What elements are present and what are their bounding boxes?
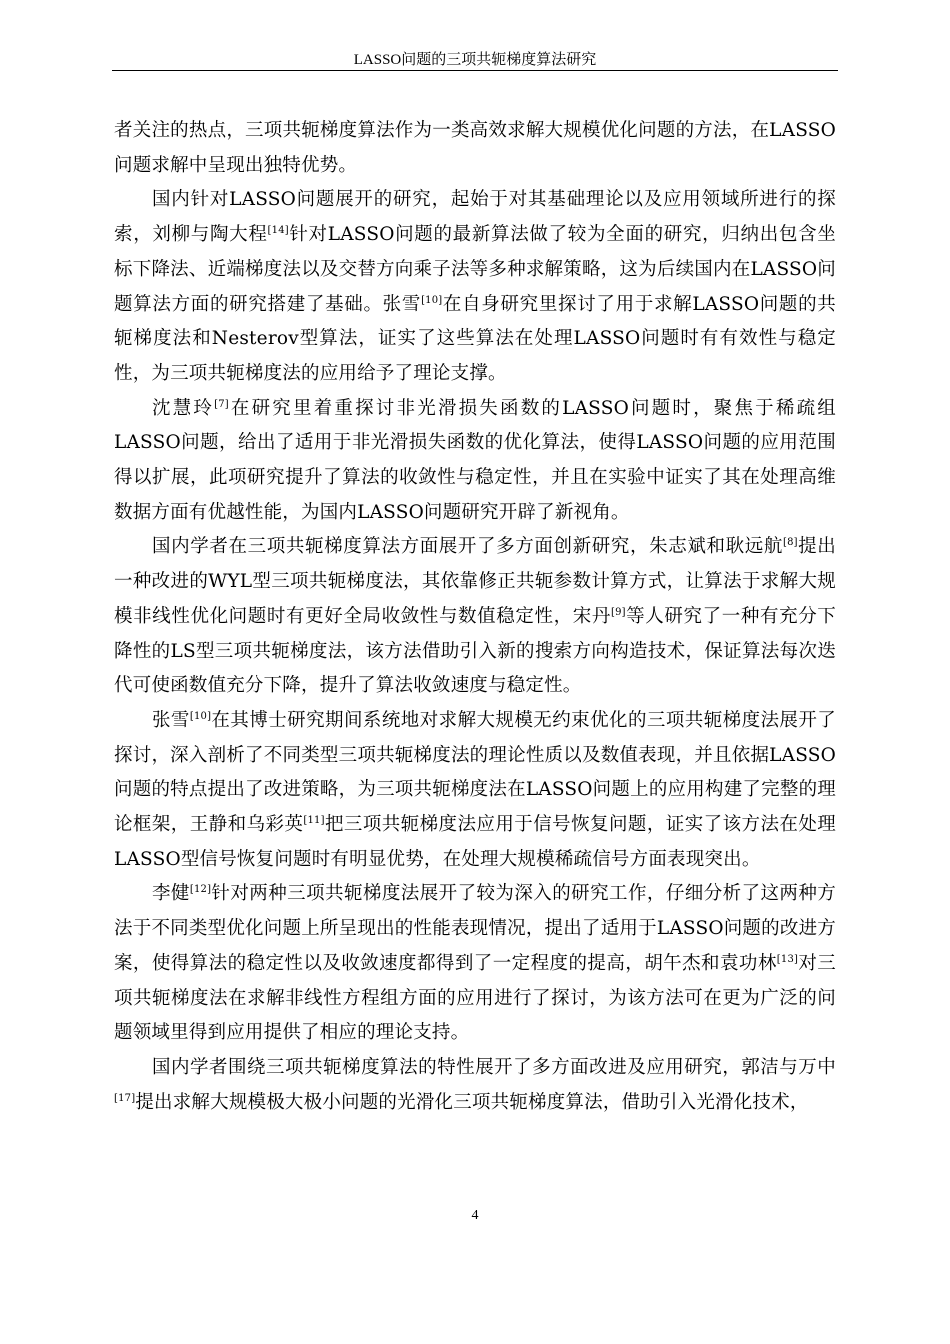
paragraph	[114, 183, 836, 391]
paragraph	[114, 114, 836, 183]
paragraph-text: 在自身研究里探讨了用于求解LASSO问题的共轭梯度法和Nesterov型算法，证实了这些算法在处理LASSO问题时有有效性与稳定性，为三项共轭梯度法的应用给予了理论支撑。	[114, 293, 836, 384]
body-text	[114, 114, 836, 1120]
header-rule	[112, 70, 838, 71]
paragraph-text: 在其博士研究期间系统地对求解大规模无约束优化的三项共轭梯度法展开了探讨，深入剖析了不同类型三项共轭梯度法的理论性质以及数值表现，并且依据LASSO问题的特点提出了改进策略，为三项共轭梯度法在LASSO问题上的应用构建了完整的理论框架，王静和乌彩英	[114, 709, 836, 836]
citation-marker: [8]	[782, 537, 798, 549]
page-number: 4	[471, 1208, 479, 1223]
paragraph-text: 张雪	[152, 709, 190, 731]
paragraph-text: 国内针对LASSO问题展开的研究，起始于对其基础理论以及应用领域所进行的探索，刘柳与陶大程	[114, 189, 836, 246]
paragraph	[114, 530, 836, 704]
citation-marker: [13]	[776, 953, 799, 965]
paragraph-text: 等人研究了一种有充分下降性的LS型三项共轭梯度法，该方法借助引入新的搜索方向构造技术，保证算法每次迭代可使函数值充分下降，提升了算法收敛速度与稳定性。	[114, 605, 837, 697]
paragraph-text: 国内学者围绕三项共轭梯度算法的特性展开了多方面改进及应用研究，郭洁与万中	[152, 1056, 836, 1078]
citation-marker: [10]	[421, 294, 443, 306]
citation-marker: [10]	[189, 710, 212, 722]
citation-marker: [14]	[267, 224, 289, 236]
paragraph	[114, 1051, 836, 1120]
paragraph-text: 在研究里着重探讨非光滑损失函数的LASSO问题时，聚焦于稀疏组LASSO问题，给出了适用于非光滑损失函数的优化算法，使得LASSO问题的应用范围得以扩展，此项研究提升了算法的收敛性与稳定性，并且在实验中证实了其在处理高维数据方面有优越性能，为国内LASSO问题研究开辟了新视角。	[114, 397, 836, 523]
citation-marker: [12]	[189, 884, 212, 896]
paragraph-text: 提出求解大规模极大极小问题的光滑化三项共轭梯度算法，借助引入光滑化技术，	[135, 1091, 809, 1113]
running-header-title: LASSO问题的三项共轭梯度算法研究	[353, 52, 597, 68]
paragraph-text: 李健	[152, 883, 190, 905]
paragraph	[114, 704, 836, 878]
citation-marker: [7]	[214, 398, 229, 410]
paragraph	[114, 877, 836, 1051]
paragraph-text: 对三项共轭梯度法在求解非线性方程组方面的应用进行了探讨，为该方法可在更为广泛的问题领域里得到应用提供了相应的理论支持。	[114, 952, 836, 1044]
paragraph-text: 沈慧玲	[152, 397, 215, 419]
citation-marker: [17]	[114, 1092, 136, 1104]
citation-marker: [11]	[303, 814, 325, 826]
paragraph-text: 提出一种改进的WYL型三项共轭梯度法，其依靠修正共轭参数计算方式，让算法于求解大规模非线性优化问题时有更好全局收敛性与数值稳定性，宋丹	[114, 536, 836, 627]
paragraph-text: 针对两种三项共轭梯度法展开了较为深入的研究工作，仔细分析了这两种方法于不同类型优化问题上所呈现出的性能表现情况，提出了适用于LASSO问题的改进方案，使得算法的稳定性以及收敛速度都得到了一定程度的提高，胡午杰和袁功林	[114, 883, 836, 974]
paragraph-text: 国内学者在三项共轭梯度算法方面展开了多方面创新研究，朱志斌和耿远航	[152, 536, 783, 558]
paragraph-text: 者关注的热点，三项共轭梯度算法作为一类高效求解大规模优化问题的方法，在LASSO问题求解中呈现出独特优势。	[114, 120, 836, 176]
citation-marker: [9]	[610, 606, 626, 618]
paragraph	[114, 392, 836, 531]
paragraph-text: 把三项共轭梯度法应用于信号恢复问题，证实了该方法在处理LASSO型信号恢复问题时有明显优势，在处理大规模稀疏信号方面表现突出。	[114, 814, 836, 870]
paragraph-text: 针对LASSO问题的最新算法做了较为全面的研究，归纳出包含坐标下降法、近端梯度法以及交替方向乘子法等多种求解策略，这为后续国内在LASSO问题算法方面的研究搭建了基础。张雪	[114, 224, 836, 315]
